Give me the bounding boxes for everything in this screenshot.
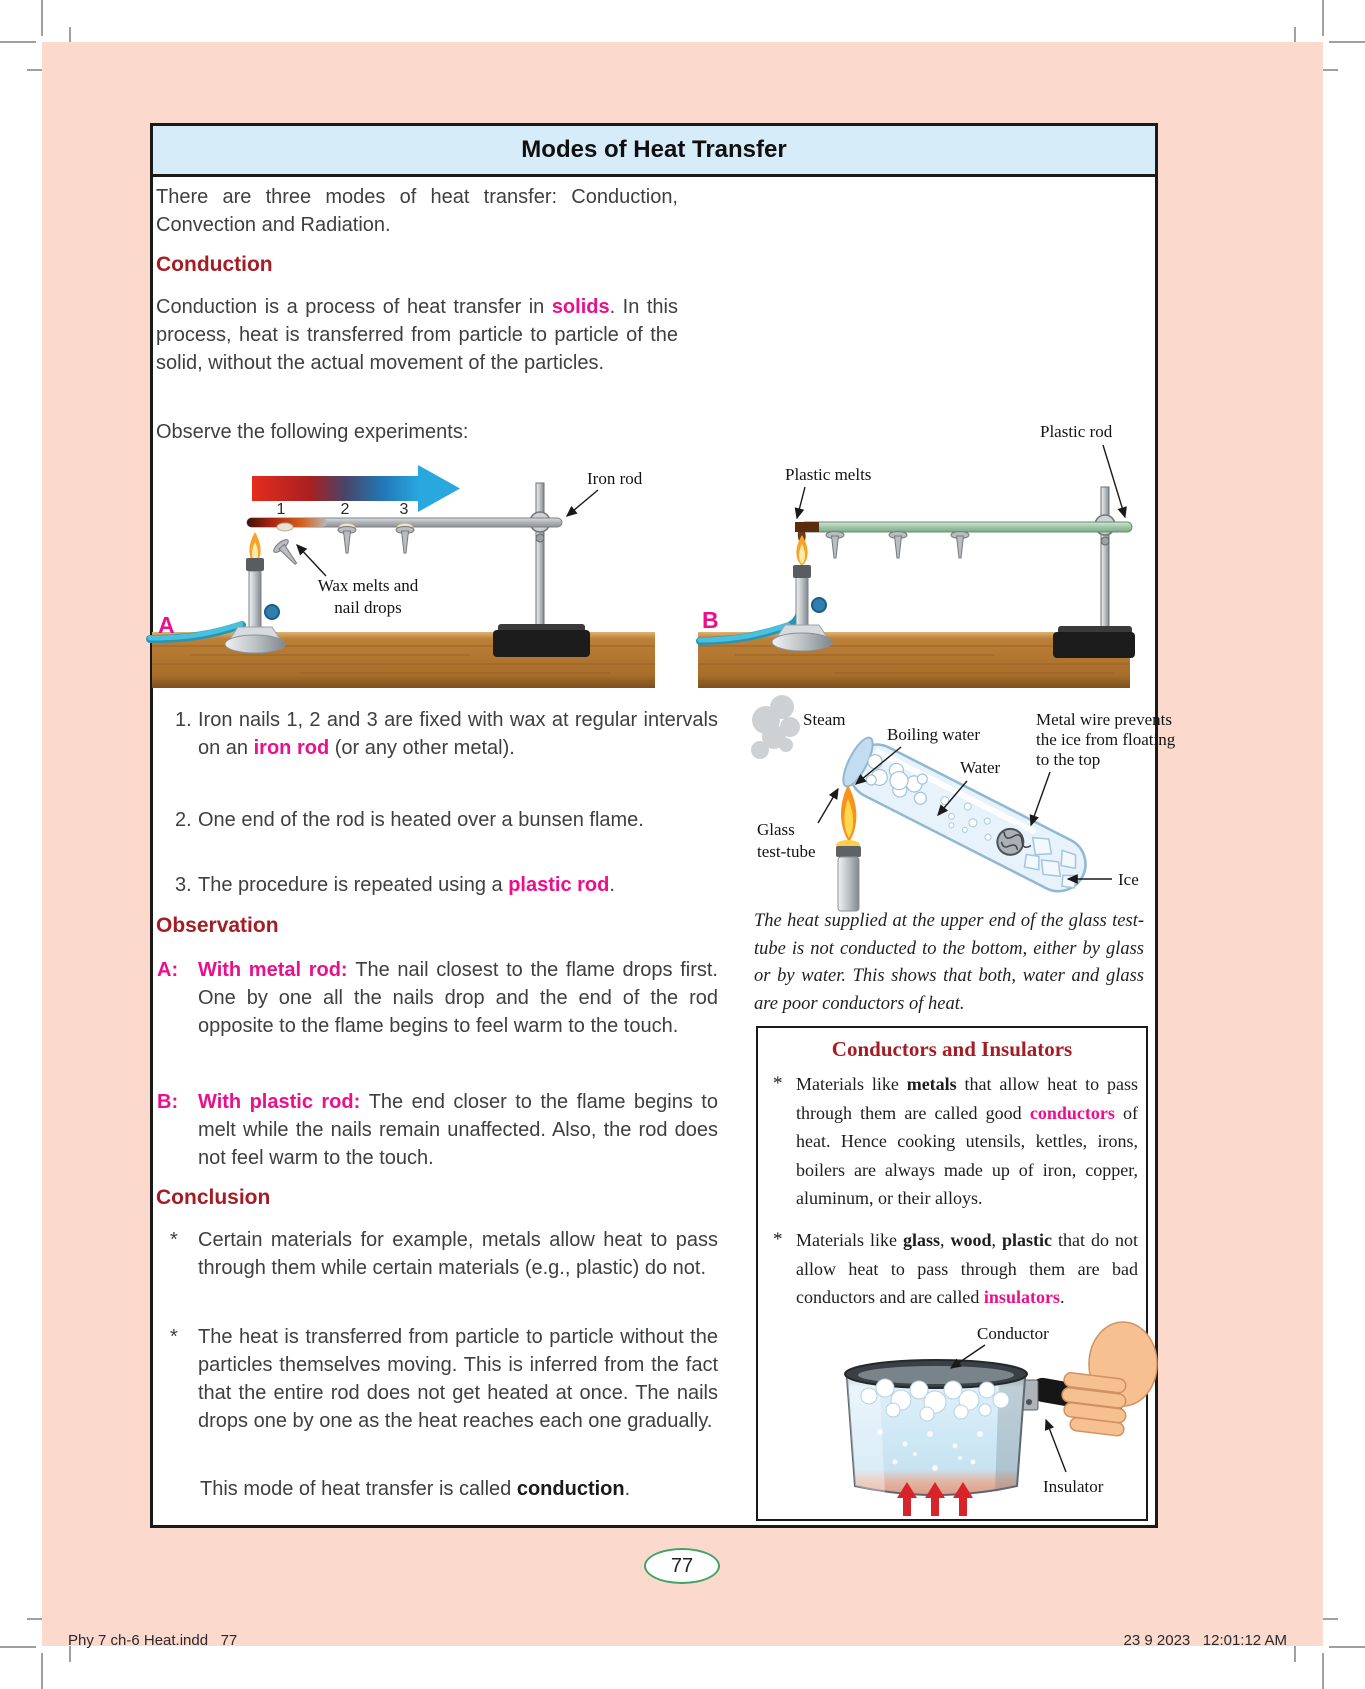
observation-b-prefix: B: bbox=[157, 1091, 179, 1113]
conduction-paragraph bbox=[156, 293, 678, 377]
conduction-heading: Conduction bbox=[156, 253, 273, 276]
conductors-box-heading: Conductors and Insulators bbox=[831, 1037, 1073, 1061]
crop-mark bbox=[41, 1653, 43, 1689]
plastic-rod-label: Plastic rod bbox=[1040, 422, 1113, 441]
nail-2 bbox=[338, 527, 356, 554]
wax-arrow bbox=[297, 545, 326, 576]
heat-arrows bbox=[897, 1482, 973, 1516]
bullet-marker: * bbox=[773, 1073, 783, 1094]
iron-rod-highlight: iron rod bbox=[253, 737, 330, 759]
conduction-bold: conduction bbox=[516, 1478, 625, 1500]
glass-bold: glass bbox=[902, 1230, 940, 1250]
plastic-melts-arrow bbox=[797, 487, 805, 518]
conductors-bullet bbox=[796, 1070, 1138, 1213]
nail bbox=[826, 532, 844, 559]
figure-test-tube bbox=[698, 645, 1176, 915]
gas-knob bbox=[265, 605, 279, 619]
page-number-badge bbox=[644, 1548, 720, 1584]
step-number: 1. bbox=[175, 709, 192, 731]
conductors-highlight: conductors bbox=[1029, 1102, 1115, 1123]
text: Materials like bbox=[796, 1074, 907, 1094]
text: , bbox=[939, 1230, 951, 1250]
observation-a-prefix: A: bbox=[157, 959, 179, 981]
solids-highlight: solids bbox=[551, 296, 610, 318]
page-title: Modes of Heat Transfer bbox=[521, 136, 787, 163]
figure-b-label: B bbox=[702, 607, 719, 633]
step-number: 2. bbox=[175, 809, 192, 831]
conclusion-bullet-1: Certain materials for example, metals allow heat to pass through them while certain materials (e.g., plastic) do not. bbox=[198, 1229, 718, 1279]
insulator-arrow bbox=[1046, 1420, 1066, 1472]
title-bar bbox=[153, 126, 1155, 177]
step-item bbox=[198, 871, 718, 899]
wood-bold: wood bbox=[950, 1230, 992, 1250]
ice-label: Ice bbox=[1118, 870, 1139, 889]
crop-mark bbox=[1322, 0, 1324, 36]
glass-arrow bbox=[818, 789, 838, 823]
final-period: . bbox=[624, 1478, 631, 1500]
melted-tip bbox=[795, 522, 819, 532]
nail-3 bbox=[396, 527, 414, 554]
conclusion-bullet-2: The heat is transferred from particle to particle without the particles themselves moving. This is inferred from the fact that the entire rod does not get heated at once. The nails drops one by one as the heat reaches each one gradually. bbox=[198, 1326, 718, 1432]
step-item bbox=[198, 706, 718, 762]
water-label: Water bbox=[960, 758, 1001, 777]
step-text: One end of the rod is heated over a bunsen flame. bbox=[198, 809, 644, 831]
footer-timestamp: 23 9 2023 12:01:12 AM bbox=[1123, 1632, 1287, 1649]
crop-mark bbox=[41, 0, 43, 36]
observation-b bbox=[198, 1088, 718, 1172]
nail-number-2: 2 bbox=[340, 501, 350, 518]
iron-rod-arrow bbox=[567, 490, 598, 516]
observation-a-text: The nail closest to the flame drops first. One by one all the nails drop and the end of the rod opposite to the flame begins to feel warm to the touch. bbox=[198, 959, 718, 1037]
steam-cloud bbox=[751, 695, 800, 759]
step-number: 3. bbox=[175, 874, 192, 896]
plastic-rod-lead: With plastic rod: bbox=[198, 1091, 369, 1113]
crop-mark bbox=[1329, 1646, 1365, 1648]
conclusion-heading: Conclusion bbox=[156, 1186, 271, 1209]
glass-label-line2: test-tube bbox=[757, 842, 816, 861]
gas-knob bbox=[812, 598, 826, 612]
insulator-label: Insulator bbox=[1043, 1477, 1104, 1496]
observation-b-text: The end closer to the flame begins to melt while the nails remain unaffected. Also, the rod does not feel warm to the touch. bbox=[198, 1091, 718, 1169]
figure-pot bbox=[835, 1322, 1145, 1518]
observation-a bbox=[198, 956, 718, 1040]
wire-arrow bbox=[1031, 772, 1050, 825]
metal-rod-lead: With metal rod: bbox=[198, 959, 356, 981]
test-tube-caption: The heat supplied at the upper end of the glass test-tube is not conducted to the bottom, either by glass or by water. This shows that both, water and glass are poor conductors of heat. bbox=[754, 911, 1144, 1014]
wire-label-line1: Metal wire prevents bbox=[1036, 710, 1172, 729]
step-text: The procedure is repeated using a bbox=[198, 874, 509, 896]
insulators-highlight: insulators bbox=[983, 1287, 1060, 1307]
observe-line: Observe the following experiments: bbox=[156, 421, 469, 443]
text: of heat. Hence cooking utensils, kettles, irons, boilers are always made up of iron, copper, aluminum, or their alloys. bbox=[796, 1102, 1138, 1208]
bullet-marker: * bbox=[773, 1229, 783, 1250]
nail bbox=[951, 532, 969, 559]
conductors-insulators-box bbox=[756, 1026, 1148, 1521]
retort-stand-b bbox=[1053, 487, 1135, 658]
figure-experiment-a bbox=[150, 460, 655, 690]
bullet-marker: * bbox=[170, 1229, 178, 1251]
iron-rod-label: Iron rod bbox=[587, 469, 643, 488]
text: Materials like bbox=[796, 1230, 903, 1250]
text: that allow heat to pass through them are called good bbox=[796, 1074, 1138, 1123]
text: , bbox=[991, 1230, 1002, 1250]
nail-number-3: 3 bbox=[399, 501, 409, 518]
text: . bbox=[1059, 1287, 1065, 1307]
crop-mark bbox=[0, 1646, 36, 1648]
metals-bold: metals bbox=[906, 1074, 957, 1094]
conductor-label: Conductor bbox=[977, 1324, 1049, 1343]
plastic-rod-highlight: plastic rod bbox=[508, 874, 610, 896]
conduction-text: Conduction is a process of heat transfer in bbox=[156, 296, 552, 318]
page-number: 77 bbox=[670, 1554, 694, 1577]
burner bbox=[836, 785, 861, 911]
crop-mark bbox=[1322, 1653, 1324, 1689]
plastic-melts-label: Plastic melts bbox=[785, 465, 872, 484]
observation-heading: Observation bbox=[156, 914, 279, 937]
step-item bbox=[198, 806, 718, 834]
pot bbox=[845, 1360, 1038, 1495]
glass-label-line1: Glass bbox=[757, 820, 795, 839]
footer-filename: Phy 7 ch-6 Heat.indd 77 bbox=[68, 1632, 238, 1649]
intro-paragraph: There are three modes of heat transfer: Conduction, Convection and Radiation. bbox=[156, 186, 678, 236]
step-text-cont: . bbox=[609, 874, 615, 896]
text: that do not allow heat to pass through them are bad conductors and are called bbox=[796, 1230, 1139, 1307]
nail-number-1: 1 bbox=[276, 501, 286, 518]
bullet-marker: * bbox=[170, 1326, 178, 1348]
conduction-text-cont: . In this process, heat is transferred from particle to particle of the solid, without the actual movement of the particles. bbox=[156, 296, 678, 374]
wire-label-line3: to the top bbox=[1036, 750, 1101, 769]
boiling-water-label: Boiling water bbox=[887, 725, 981, 744]
wire-label-line2: the ice from floating bbox=[1036, 730, 1176, 749]
plastic-bold: plastic bbox=[1002, 1230, 1053, 1250]
conclusion-final bbox=[200, 1475, 720, 1503]
crop-mark bbox=[1329, 41, 1365, 43]
step-text-cont: (or any other metal). bbox=[329, 737, 515, 759]
figure-a-label: A bbox=[158, 612, 175, 638]
nail-1-dropped bbox=[272, 538, 303, 570]
final-text: This mode of heat transfer is called bbox=[200, 1478, 517, 1500]
insulators-bullet bbox=[796, 1226, 1138, 1312]
wax-label-line1: Wax melts and bbox=[317, 576, 419, 595]
nail bbox=[889, 532, 907, 559]
crop-mark bbox=[0, 41, 36, 43]
wax-label-line2: nail drops bbox=[334, 598, 402, 617]
step-text: Iron nails 1, 2 and 3 are fixed with wax at regular intervals on an bbox=[198, 709, 718, 759]
steam-label: Steam bbox=[803, 710, 846, 729]
